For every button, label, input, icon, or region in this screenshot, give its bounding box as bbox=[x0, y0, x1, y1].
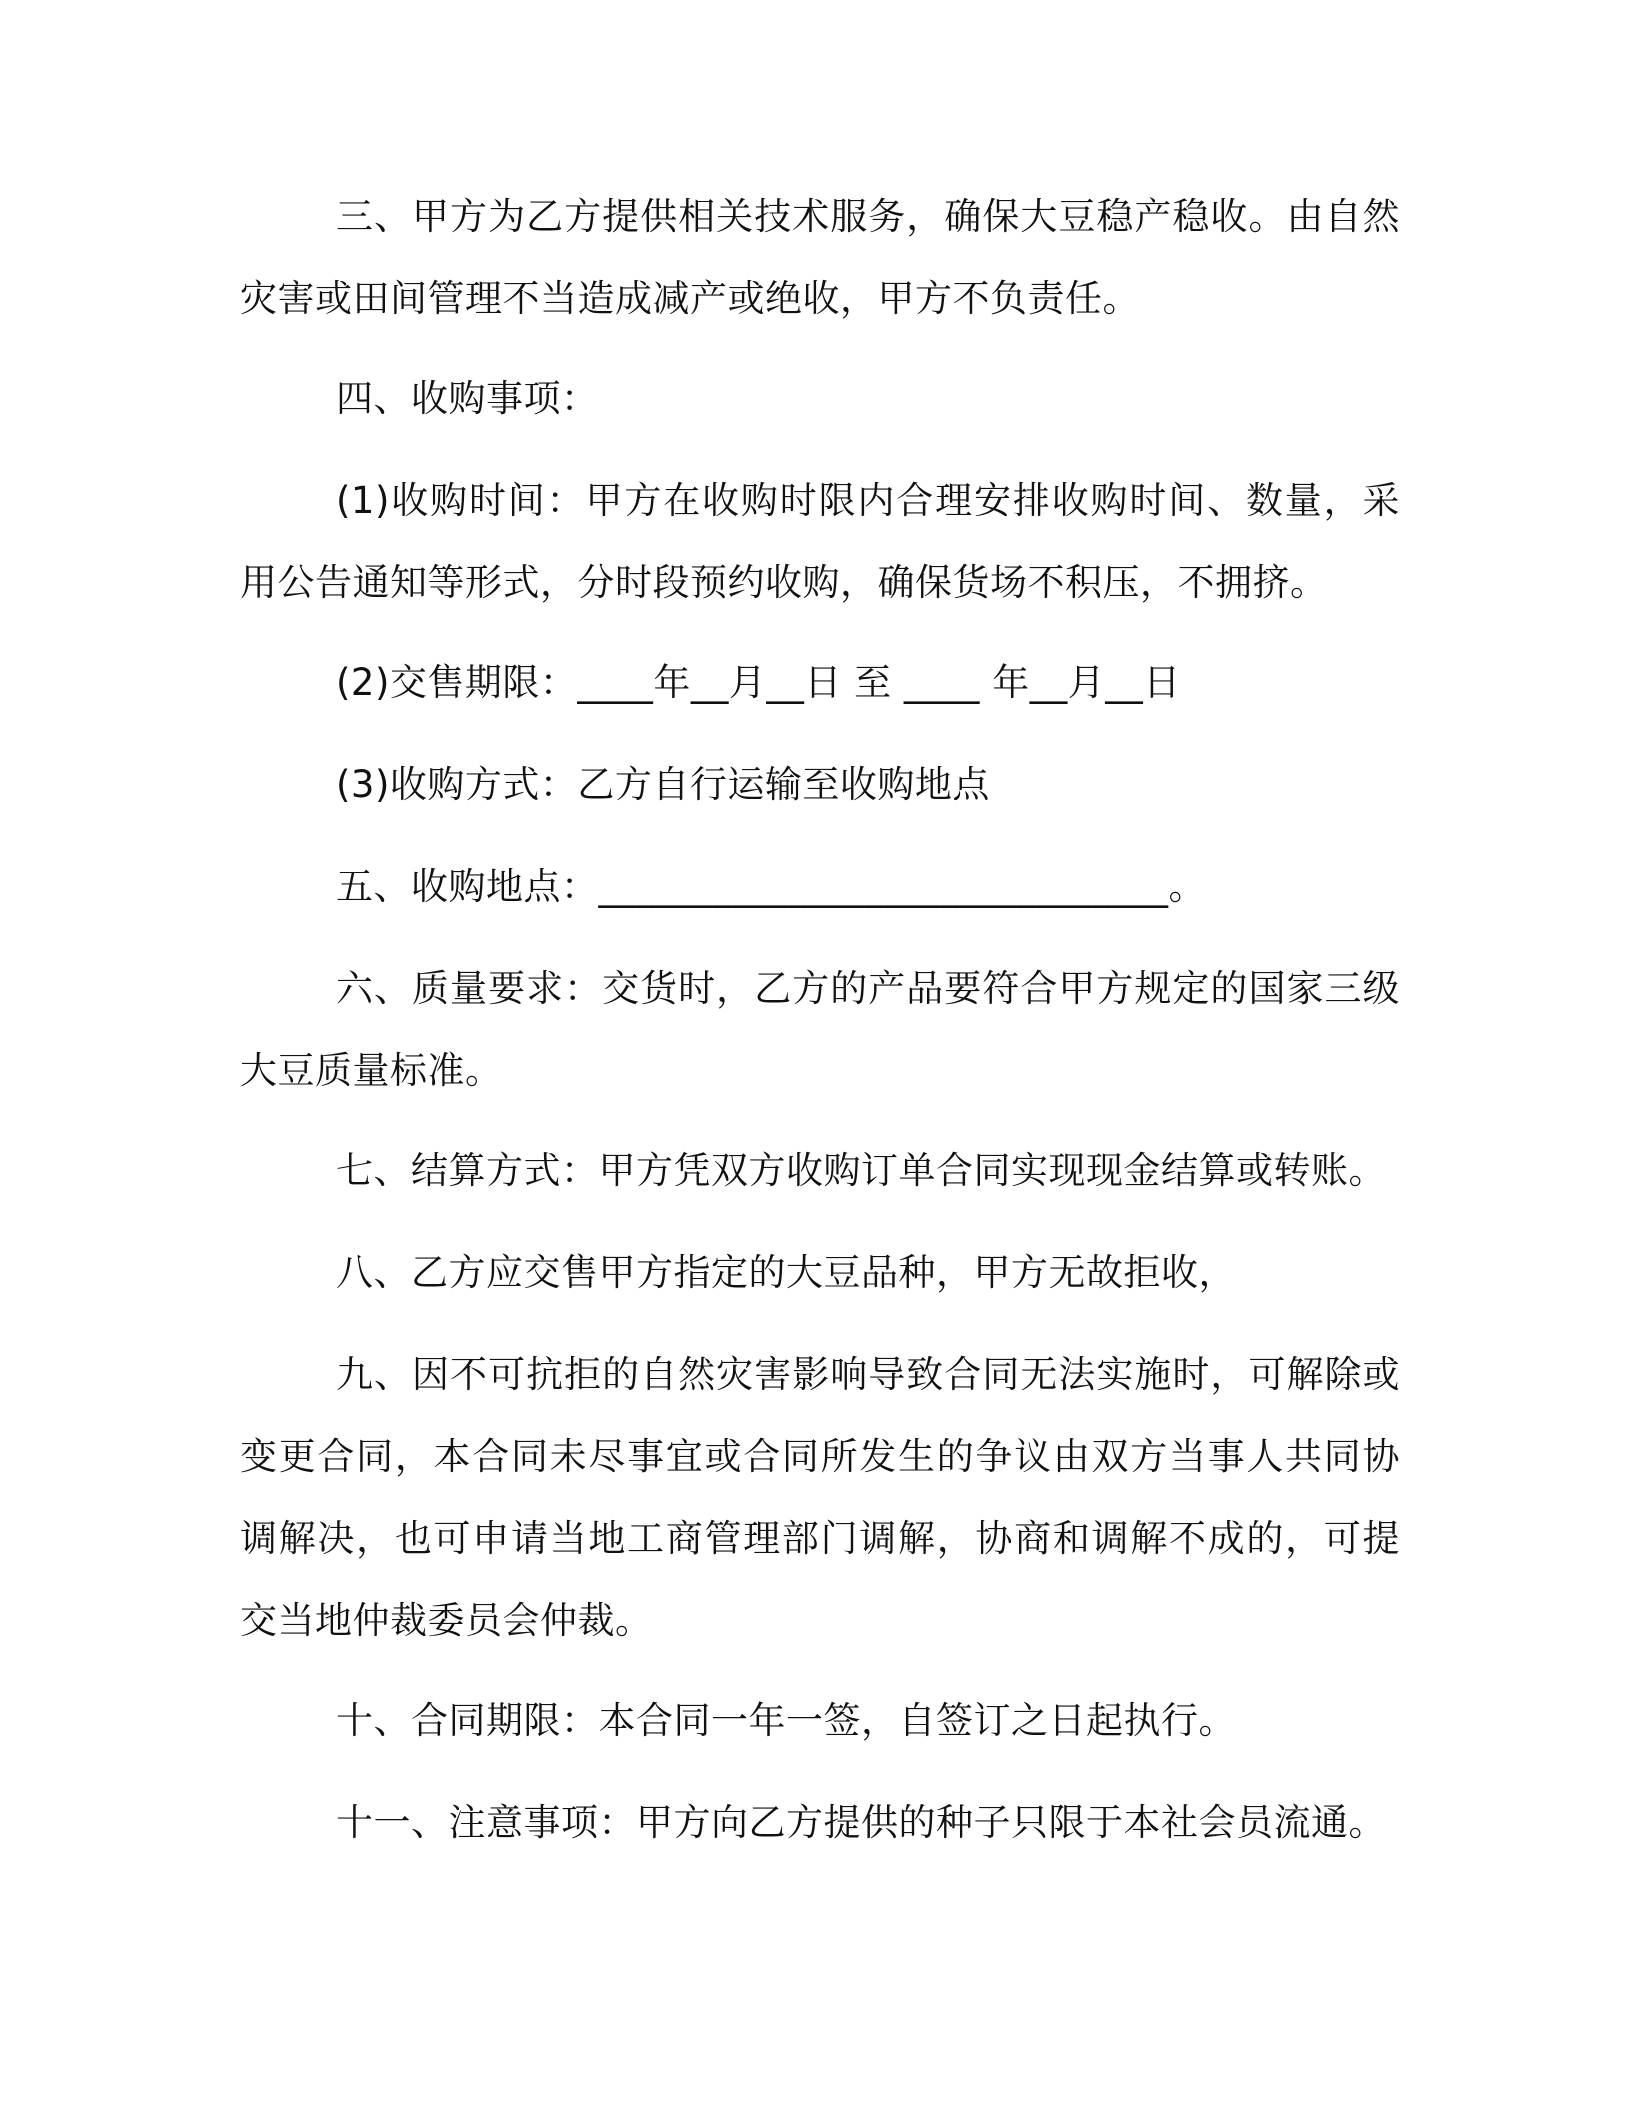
clause-11-notes: 十一、注意事项：甲方向乙方提供的种子只限于本社会员流通。 bbox=[336, 1801, 1386, 1844]
clause-9-force-majeure: 九、因不可抗拒的自然灾害影响导致合同无法实施时，可解除或变更合同，本合同未尽事宜或合同所发生的争议由双方当事人共同协调解决，也可申请当地工商管理部门调解，协商和调解不成的，可提交当地仲裁委员会仲裁。 bbox=[240, 1353, 1400, 1642]
clause-4-3-purchase-method: (3)收购方式：乙方自行运输至收购地点 bbox=[336, 763, 990, 806]
clause-7-settlement: 七、结算方式：甲方凭双方收购订单合同实现现金结算或转账。 bbox=[336, 1149, 1386, 1192]
clause-5-purchase-location: 五、收购地点：______________________________。 bbox=[336, 865, 1206, 908]
clause-4-1-purchase-time: (1)收购时间：甲方在收购时限内合理安排收购时间、数量，采用公告通知等形式，分时段预约收购，确保货场不积压，不拥挤。 bbox=[240, 479, 1400, 604]
clause-10-term: 十、合同期限：本合同一年一签，自签订之日起执行。 bbox=[336, 1699, 1236, 1742]
clause-8-variety: 八、乙方应交售甲方指定的大豆品种，甲方无故拒收， bbox=[336, 1251, 1236, 1294]
clause-4-purchase-items: 四、收购事项： bbox=[336, 377, 599, 420]
clause-6-quality: 六、质量要求：交货时，乙方的产品要符合甲方规定的国家三级大豆质量标准。 bbox=[240, 967, 1400, 1092]
clause-3-tech-service: 三、甲方为乙方提供相关技术服务，确保大豆稳产稳收。由自然灾害或田间管理不当造成减产或绝收，甲方不负责任。 bbox=[240, 195, 1400, 320]
clause-4-2-sale-period: (2)交售期限：____年__月__日 至 ____ 年__月__日 bbox=[336, 661, 1181, 704]
